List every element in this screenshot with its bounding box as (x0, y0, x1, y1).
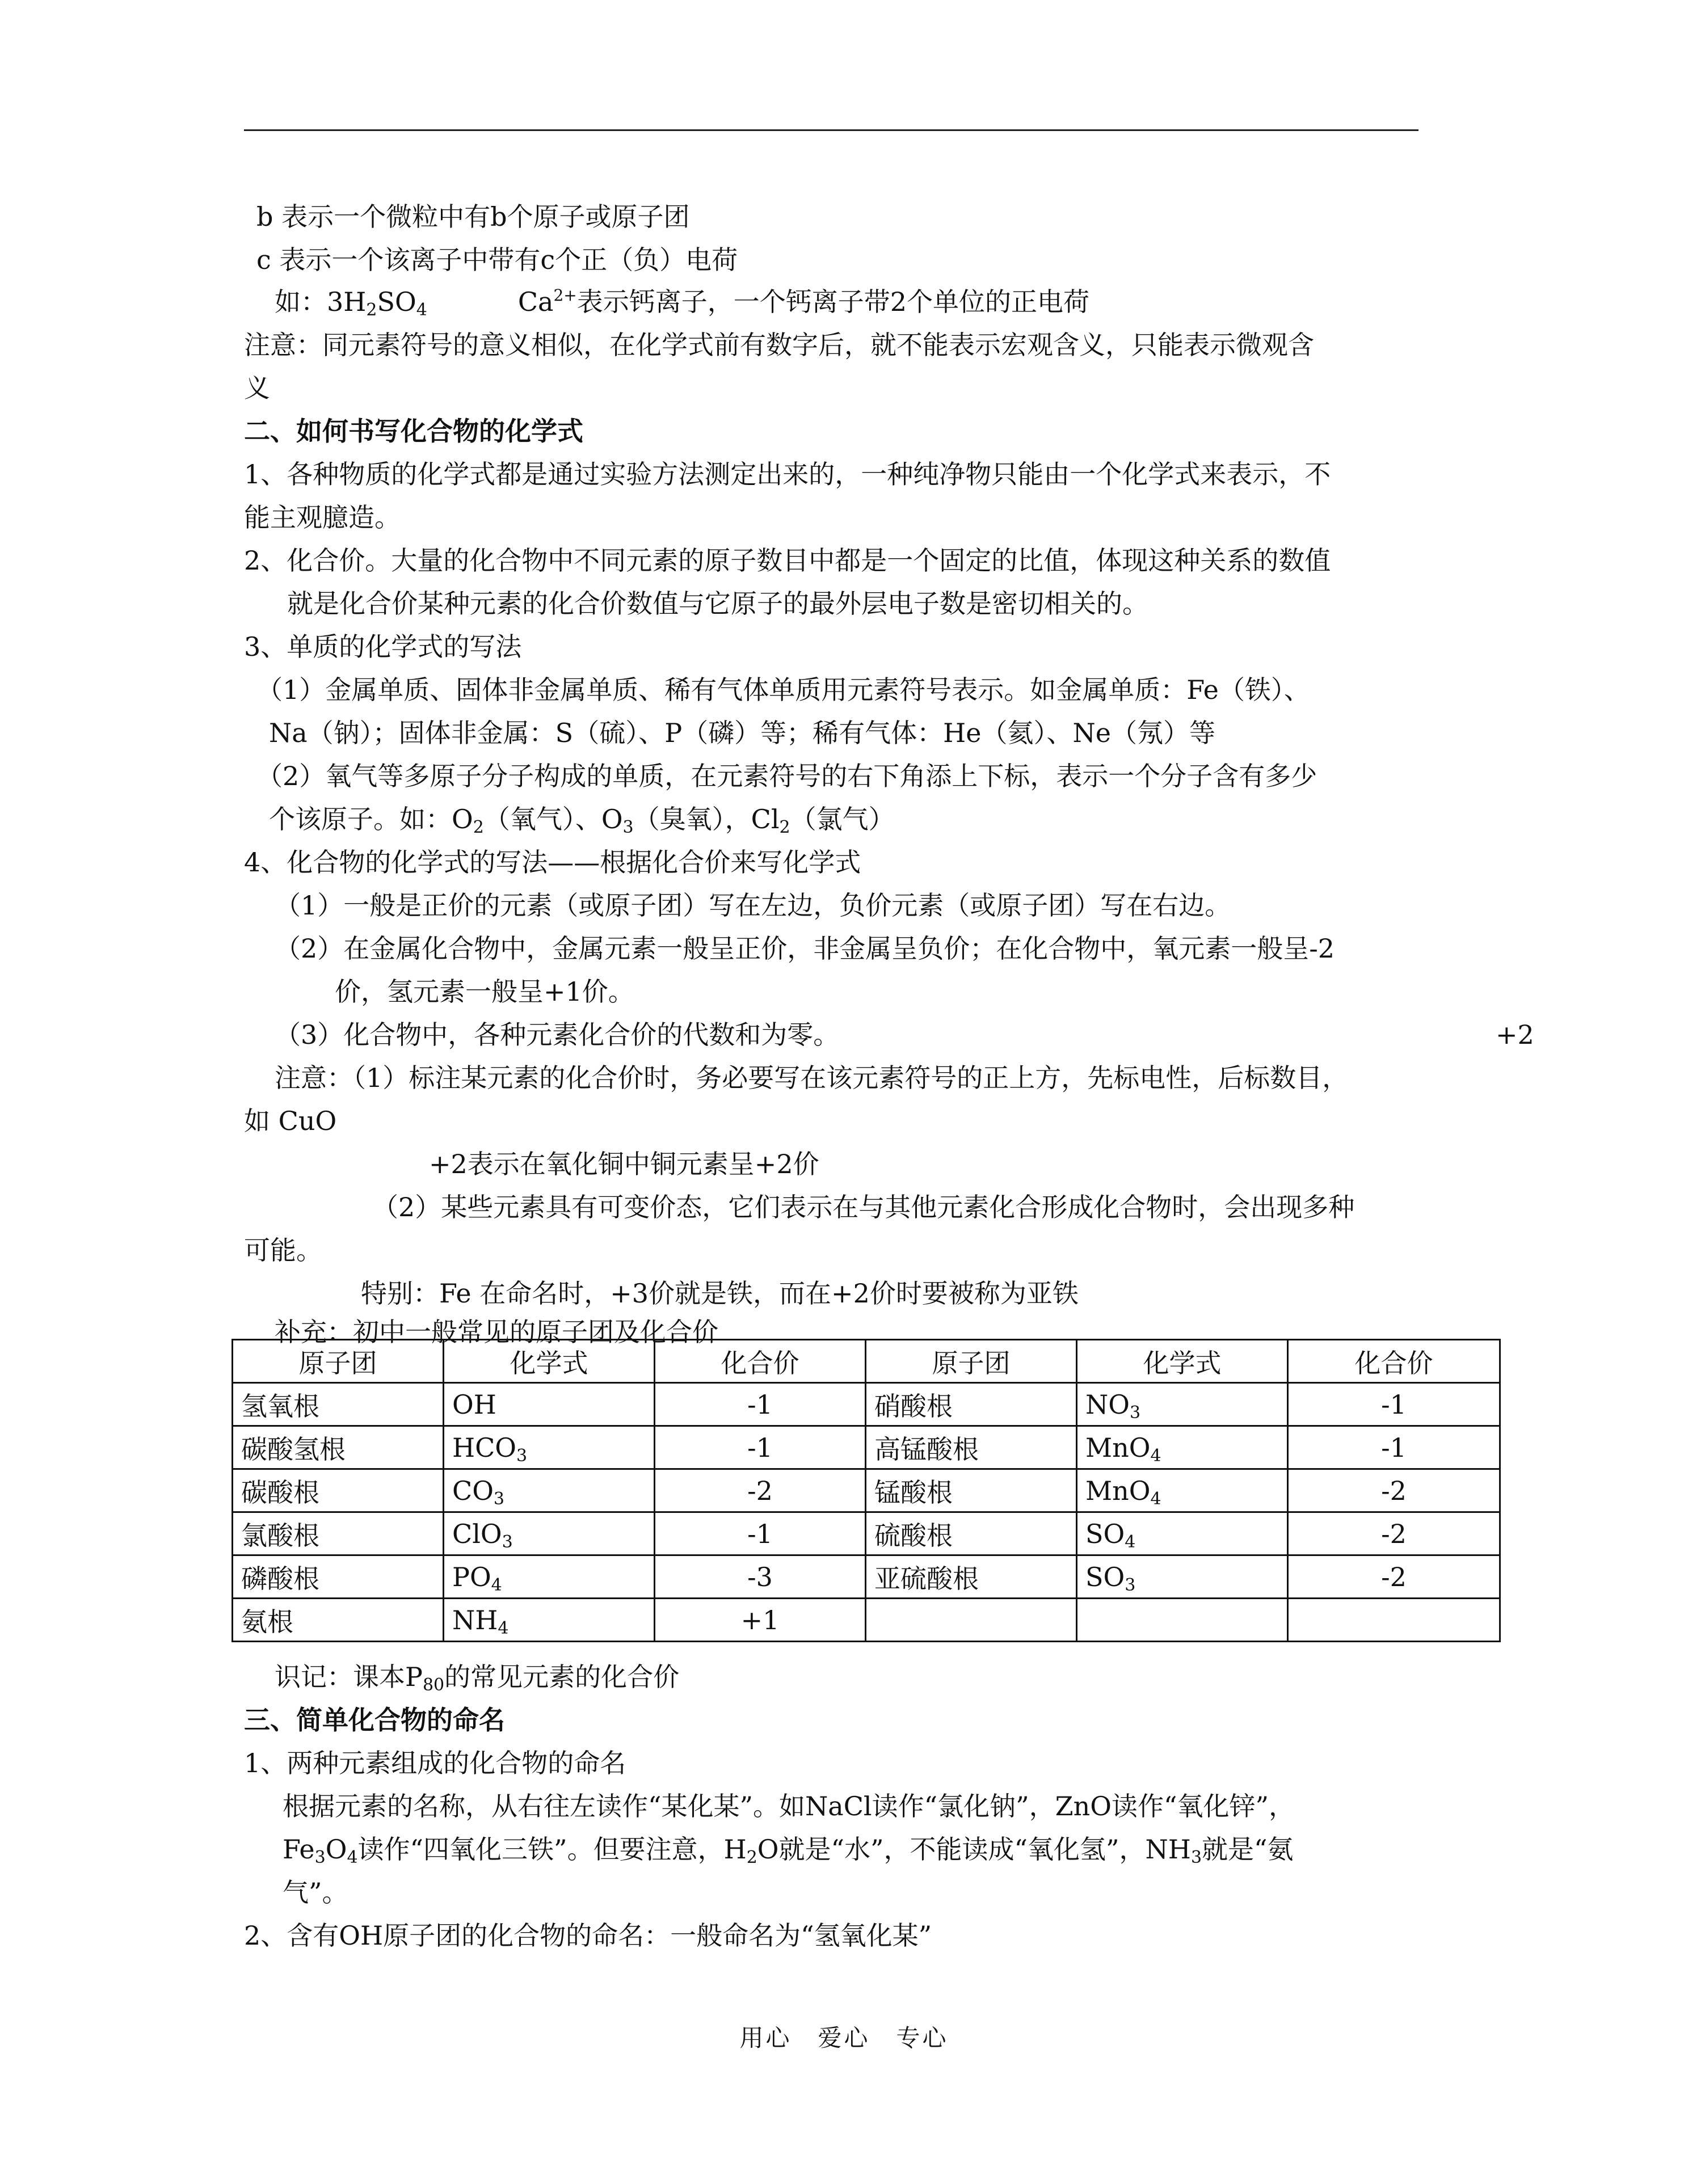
para-4-2-line-1: （2）在金属化合物中，金属元素一般呈正价，非金属呈负价；在化合物中，氧元素一般呈-2 (275, 933, 1335, 964)
table-header-row (233, 1340, 1500, 1383)
radical-formula (1077, 1599, 1288, 1642)
para-3-2-line-2: 个该原子。如：$O_2$（氧气）、$O_3$（臭氧），$Cl_2$（氯气） (269, 804, 895, 837)
table-row (233, 1426, 1500, 1469)
header-valence: 化合价 (1288, 1340, 1500, 1383)
header-valence: 化合价 (655, 1340, 866, 1383)
radical-valence: -1 (655, 1426, 866, 1469)
note-line-2: 义 (244, 373, 270, 403)
radical-formula: $PO_4$ (444, 1555, 655, 1599)
radical-formula: $HCO_3$ (444, 1426, 655, 1469)
c-description: c 表示一个该离子中带有c个正（负）电荷 (256, 244, 738, 275)
naming-1-line-3: 气”。 (283, 1877, 348, 1908)
para-4-1: （1）一般是正价的元素（或原子团）写在左边，负价元素（或原子团）写在右边。 (275, 890, 1231, 921)
radical-formula: $SO_4$ (1077, 1512, 1288, 1555)
table-row (233, 1555, 1500, 1599)
radical-name: 锰酸根 (866, 1469, 1077, 1512)
table-row (233, 1383, 1500, 1426)
b-description: b 表示一个微粒中有b个原子或原子团 (256, 201, 690, 232)
note-line-1: 注意：同元素符号的意义相似，在化学式前有数字后，就不能表示宏观含义，只能表示微观含 (244, 330, 1314, 360)
example-calcium-ion: $Ca^{2+}$表示钙离子，一个钙离子带2个单位的正电荷 (517, 286, 1089, 317)
example-line (275, 285, 1089, 319)
para-4-heading: 4、化合物的化学式的写法——根据化合价来写化学式 (244, 847, 861, 878)
radical-formula: $SO_3$ (1077, 1555, 1288, 1599)
para-4-3: （3）化合物中，各种元素化合价的代数和为零。 (275, 1019, 840, 1050)
radical-name: 硝酸根 (866, 1383, 1077, 1426)
para-1-line-2: 能主观臆造。 (244, 502, 401, 533)
radical-name (866, 1599, 1077, 1642)
note-2-line-1: （2）某些元素具有可变价态，它们表示在与其他元素化合形成化合物时，会出现多种 (372, 1192, 1355, 1222)
note-valence-line-1: 注意：（1）标注某元素的化合价时，务必要写在该元素符号的正上方，先标电性，后标数目， (275, 1063, 1349, 1093)
radical-valence: -1 (655, 1383, 866, 1426)
radical-name: 氨根 (233, 1599, 444, 1642)
naming-1-line-1: 根据元素的名称，从右往左读作“某化某”。如NaCl读作“氯化钠”，ZnO读作“氧化锌”， (283, 1791, 1295, 1822)
radical-name: 亚硫酸根 (866, 1555, 1077, 1599)
note-valence-line-2: 如 CuO (244, 1106, 337, 1136)
radical-formula: MnO$_4$ (1077, 1469, 1288, 1512)
radical-valence: -2 (1288, 1469, 1500, 1512)
naming-1-line-2: $Fe_3O_4$读作“四氧化三铁”。但要注意，$H_2O$就是“水”，不能读成“氧化氢”，$NH_3$就是“氨 (283, 1834, 1294, 1867)
para-3-1-line-2: Na（钠）；固体非金属：S（硫）、P（磷）等；稀有气体：He（氦）、Ne（氖）等 (269, 718, 1215, 748)
radical-valence: -3 (655, 1555, 866, 1599)
radical-formula: $NO_3$ (1077, 1383, 1288, 1426)
table-row (233, 1599, 1500, 1642)
radical-valence: -2 (1288, 1512, 1500, 1555)
section-3-heading: 三、简单化合物的命名 (244, 1705, 505, 1735)
header-radical: 原子团 (233, 1340, 444, 1383)
header-formula: 化学式 (1077, 1340, 1288, 1383)
radical-valence: +1 (655, 1599, 866, 1642)
radical-name: 高锰酸根 (866, 1426, 1077, 1469)
radical-formula: MnO$_4$ (1077, 1426, 1288, 1469)
page-footer: 用心 爱心 专心 (739, 2024, 949, 2052)
radical-name: 碳酸氢根 (233, 1426, 444, 1469)
para-2-line-2: 就是化合价某种元素的化合价数值与它原子的最外层电子数是密切相关的。 (287, 588, 1148, 619)
header-formula: 化学式 (444, 1340, 655, 1383)
supplement-caption: 补充：初中一般常见的原子团及化合价 (275, 1317, 718, 1347)
radical-valence: -1 (1288, 1383, 1500, 1426)
radical-valence-table (231, 1339, 1501, 1642)
para-3-1-line-1: （1）金属单质、固体非金属单质、稀有气体单质用元素符号表示。如金属单质：Fe（铁）、 (256, 674, 1310, 705)
radical-name: 硫酸根 (866, 1512, 1077, 1555)
radical-name: 氢氧根 (233, 1383, 444, 1426)
radical-valence (1288, 1599, 1500, 1642)
para-2-line-1: 2、化合价。大量的化合物中不同元素的原子数目中都是一个固定的比值，体现这种关系的数值 (244, 545, 1331, 576)
radical-name: 磷酸根 (233, 1555, 444, 1599)
radical-formula: OH (444, 1383, 655, 1426)
section-2-heading: 二、如何书写化合物的化学式 (244, 416, 583, 446)
memo-line: 识记：课本$P_{80}$的常见元素的化合价 (275, 1662, 680, 1695)
radical-name: 碳酸根 (233, 1469, 444, 1512)
header-rule (244, 129, 1418, 131)
radical-valence: -2 (1288, 1555, 1500, 1599)
radical-name: 氯酸根 (233, 1512, 444, 1555)
header-radical: 原子团 (866, 1340, 1077, 1383)
radical-valence: -1 (655, 1512, 866, 1555)
radical-formula: $CO_3$ (444, 1469, 655, 1512)
para-3-2-line-1: （2）氧气等多原子分子构成的单质，在元素符号的右下角添上下标，表示一个分子含有多少 (256, 761, 1317, 791)
para-4-2-line-2: 价，氢元素一般呈+1价。 (335, 976, 634, 1007)
radical-formula: ClO$_3$ (444, 1512, 655, 1555)
example-h2so4: 如：$3H_2SO_4$ (275, 286, 427, 320)
note-2-line-2: 可能。 (244, 1235, 322, 1266)
para-3-heading: 3、单质的化学式的写法 (244, 631, 522, 662)
naming-2-line: 2、含有OH原子团的化合物的命名：一般命名为“氢氧化某” (244, 1920, 932, 1951)
radical-valence: -2 (655, 1469, 866, 1512)
special-fe-note: 特别：Fe 在命名时，+3价就是铁，而在+2价时要被称为亚铁 (361, 1278, 1079, 1309)
table-row (233, 1469, 1500, 1512)
valence-mark-plus2: +2 (1496, 1019, 1534, 1050)
radical-valence: -1 (1288, 1426, 1500, 1469)
note-valence-line-3: +2表示在氧化铜中铜元素呈+2价 (429, 1149, 819, 1179)
table-row (233, 1512, 1500, 1555)
naming-1-heading: 1、两种元素组成的化合物的命名 (244, 1748, 626, 1778)
radical-formula: $NH_4$ (444, 1599, 655, 1642)
para-1-line-1: 1、各种物质的化学式都是通过实验方法测定出来的，一种纯净物只能由一个化学式来表示，不 (244, 459, 1331, 490)
